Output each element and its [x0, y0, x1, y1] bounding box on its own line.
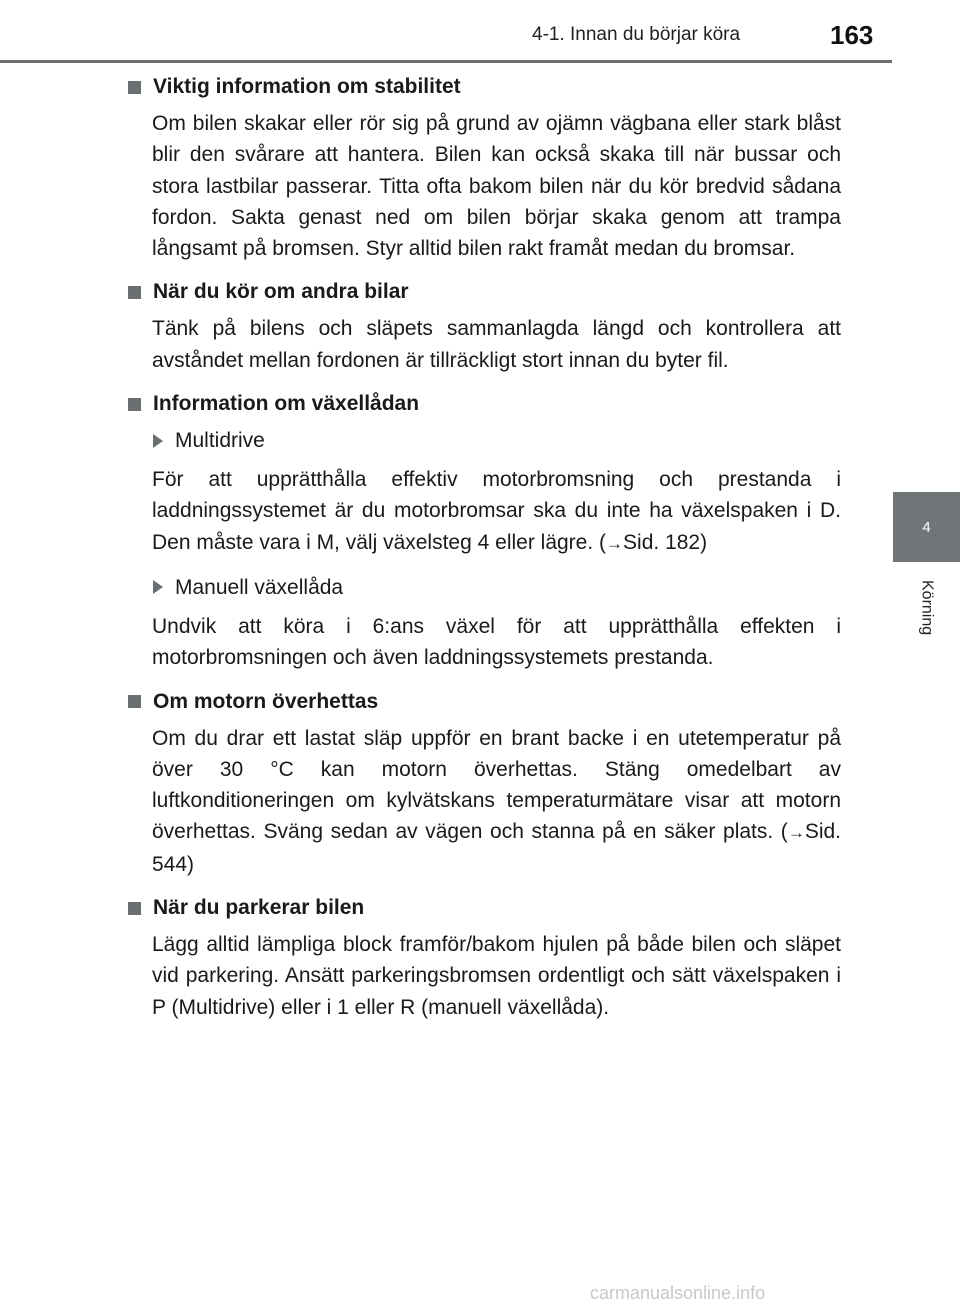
- heading-text: Information om växellådan: [153, 392, 420, 416]
- heading-text: Viktig information om stabilitet: [153, 75, 461, 98]
- paragraph-text: Om du drar ett lastat släp uppför en brant backe i en utetemperatur på över 30 °C kan motorn överhettas. Stäng omedelbart av luftkonditioneringen om kylvätskans temperaturmätare visar att motorn överhettas. Sväng sedan av vägen och stanna på en säker plats. (: [152, 726, 841, 844]
- watermark: carmanualsonline.info: [590, 1283, 766, 1303]
- chapter-tab[interactable]: [893, 492, 960, 562]
- square-bullet-icon: [128, 81, 141, 94]
- heading-text: Om motorn överhettas: [153, 689, 379, 713]
- paragraph: Tänk på bilens och släpets sammanlagda längd och kontrollera att avståndet mellan fordonen är tillräckligt stort innan du byter fil.: [152, 317, 841, 372]
- square-bullet-icon: [128, 398, 141, 411]
- section-heading: [127, 72, 841, 102]
- heading-text: När du kör om andra bilar: [153, 280, 409, 304]
- triangle-bullet-icon: [153, 580, 163, 594]
- chapter-label-container: [893, 580, 960, 680]
- triangle-bullet-icon: [153, 434, 163, 448]
- square-bullet-icon: [128, 286, 141, 299]
- section-heading: [127, 389, 841, 419]
- subsection-heading: [153, 425, 841, 456]
- subsection-label: Manuell växellåda: [175, 575, 344, 599]
- square-bullet-icon: [128, 902, 141, 915]
- paragraph: [152, 464, 841, 559]
- square-bullet-icon: [128, 695, 141, 708]
- subsection-label: Multidrive: [175, 429, 265, 453]
- paragraph: Om bilen skakar eller rör sig på grund av ojämn vägbana eller stark blåst blir den svårare att hantera. Bilen kan också skaka till när bussar och stora lastbilar passerar. Titta ofta bakom bilen när du kör bredvid sådana fordon. Sakta genast ned om bilen börjar skaka genom att trampa långsamt på bromsen. Styr alltid bilen rakt framåt medan du bromsar.: [152, 112, 841, 261]
- page-reference-link[interactable]: Sid. 182): [623, 530, 708, 554]
- heading-text: När du parkerar bilen: [153, 896, 365, 920]
- section-heading: [127, 687, 841, 717]
- page-reference-link[interactable]: Sid. 544): [152, 820, 841, 876]
- paragraph: Undvik att köra i 6:ans växel för att upprätthålla effekten i motorbromsningen och även laddningssystemets prestanda.: [152, 614, 841, 670]
- section-heading: [127, 277, 841, 307]
- arrow-right-icon: →: [787, 823, 805, 843]
- paragraph-text: För att upprätthålla effektiv motorbromsning och prestanda i laddningssystemet är du motorbromsar ska du inte ha växelspaken i D. Den måste vara i M, välj växelsteg 4 eller lägre. (: [152, 468, 841, 554]
- main-content: [127, 70, 841, 1036]
- arrow-right-icon: →: [606, 533, 624, 553]
- header-divider: [0, 60, 892, 63]
- chapter-number: 4: [922, 518, 931, 536]
- subsection-heading: [153, 572, 841, 603]
- paragraph: Lägg alltid lämpliga block framför/bakom hjulen på både bilen och släpet vid parkering. Ansätt parkeringsbromsen ordentligt och sätt växelspaken i P (Multidrive) eller i 1 eller R (manuell växellåda).: [152, 933, 841, 1019]
- chapter-label: Körning: [918, 580, 936, 636]
- section-title: 4-1. Innan du börjar köra: [532, 24, 741, 45]
- page-number: 163: [830, 20, 874, 50]
- section-heading: [127, 893, 841, 923]
- paragraph: [152, 723, 841, 880]
